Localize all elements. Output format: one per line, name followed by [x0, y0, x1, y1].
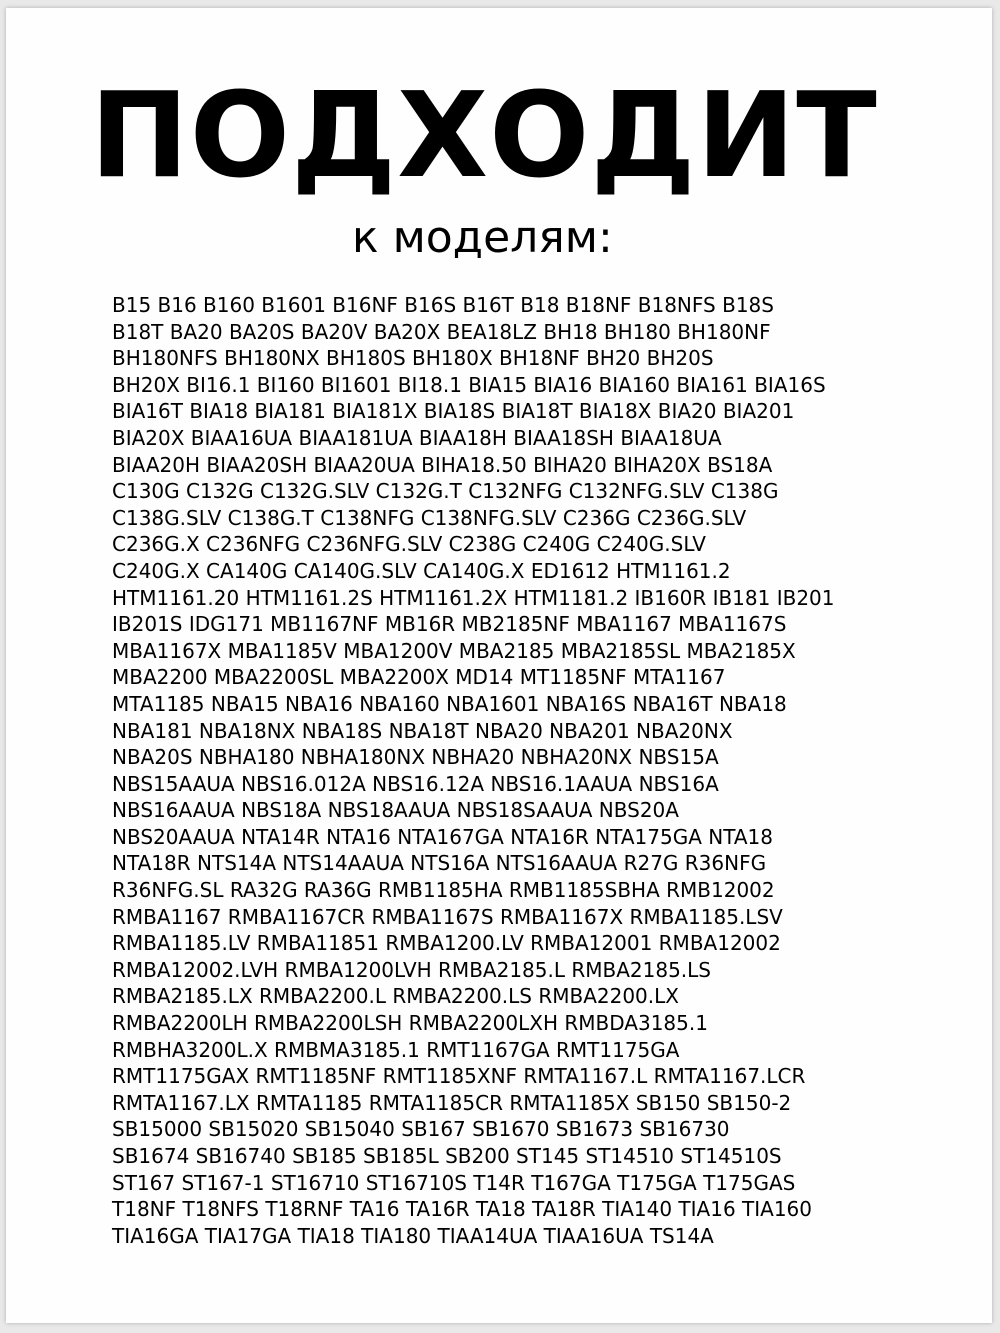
model-list-line: SB15000 SB15020 SB15040 SB167 SB1670 SB1673 SB16730 — [112, 1117, 730, 1142]
model-list-line: RMBA12002.LVH RMBA1200LVH RMBA2185.L RMBA2185.LS — [112, 957, 711, 982]
model-list-line: BH20X BI16.1 BI160 BI1601 BI18.1 BIA15 BIA16 BIA160 BIA161 BIA16S — [112, 372, 826, 397]
model-list-line: NTA18R NTS14A NTS14AAUA NTS16A NTS16AAUA R27G R36NFG — [112, 851, 767, 876]
model-list-line: BIAA20H BIAA20SH BIAA20UA BIHA18.50 BIHA20 BIHA20X BS18A — [112, 452, 773, 477]
model-list-line: B15 B16 B160 B1601 B16NF B16S B16T B18 B18NF B18NFS B18S — [112, 293, 774, 317]
page-subtitle: к моделям: — [352, 212, 613, 263]
model-list-line: NBS16AAUA NBS18A NBS18AAUA NBS18SAAUA NBS20A — [112, 798, 679, 823]
model-list-line: BH180NFS BH180NX BH180S BH180X BH18NF BH20 BH20S — [112, 346, 714, 371]
model-list-line: RMBA2185.LX RMBA2200.L RMBA2200.LS RMBA2200.LX — [112, 984, 679, 1009]
model-list-line: NBS15AAUA NBS16.012A NBS16.12A NBS16.1AAUA NBS16A — [112, 771, 719, 796]
model-list-line: NBA20S NBHA180 NBHA180NX NBHA20 NBHA20NX NBS15A — [112, 745, 719, 770]
model-list-line: TIA16GA TIA17GA TIA18 TIA180 TIAA14UA TIAA16UA TS14A — [112, 1223, 714, 1248]
model-list-line: C130G C132G C132G.SLV C132G.T C132NFG C132NFG.SLV C138G — [112, 479, 779, 504]
page-title: ПОДХОДИТ — [90, 66, 878, 204]
model-list-line: MTA1185 NBA15 NBA16 NBA160 NBA1601 NBA16S NBA16T NBA18 — [112, 691, 787, 716]
model-list-line: SB1674 SB16740 SB185 SB185L SB200 ST145 ST14510 ST14510S — [112, 1144, 782, 1168]
model-list-line: C236G.X C236NFG C236NFG.SLV C238G C240G C240G.SLV — [112, 532, 706, 557]
model-list-line: BIA16T BIA18 BIA181 BIA181X BIA18S BIA18T BIA18X BIA20 BIA201 — [112, 399, 795, 424]
model-list-line: RMT1175GAX RMT1185NF RMT1185XNF RMTA1167.L RMTA1167.LCR — [112, 1064, 806, 1089]
model-list-line: NBS20AAUA NTA14R NTA16 NTA167GA NTA16R NTA175GA NTA18 — [112, 824, 773, 849]
model-list — [112, 292, 912, 1249]
model-list-line: T18NF T18NFS T18RNF TA16 TA16R TA18 TA18R TIA140 TIA16 TIA160 — [112, 1197, 813, 1222]
model-list-line: ST167 ST167-1 ST16710 ST16710S T14R T167GA T175GA T175GAS — [112, 1170, 796, 1195]
model-list-line: RMBA1185.LV RMBA11851 RMBA1200.LV RMBA12001 RMBA12002 — [112, 931, 781, 956]
model-list-line: C138G.SLV C138G.T C138NFG C138NFG.SLV C236G C236G.SLV — [112, 505, 747, 530]
document-sheet — [6, 8, 992, 1323]
model-list-line: R36NFG.SL RA32G RA36G RMB1185HA RMB1185SBHA RMB12002 — [112, 878, 775, 903]
model-list-line: RMBA2200LH RMBA2200LSH RMBA2200LXH RMBDA3185.1 — [112, 1011, 708, 1036]
model-list-line: MBA1167X MBA1185V MBA1200V MBA2185 MBA2185SL MBA2185X — [112, 638, 796, 663]
model-list-line: RMBHA3200L.X RMBMA3185.1 RMT1167GA RMT1175GA — [112, 1037, 680, 1062]
model-list-line: HTM1161.20 HTM1161.2S HTM1161.2X HTM1181.2 IB160R IB181 IB201 — [112, 585, 835, 610]
model-list-line: RMTA1167.LX RMTA1185 RMTA1185CR RMTA1185X SB150 SB150-2 — [112, 1090, 792, 1115]
model-list-line: B18T BA20 BA20S BA20V BA20X BEA18LZ BH18 BH180 BH180NF — [112, 319, 771, 344]
model-list-line: BIA20X BIAA16UA BIAA181UA BIAA18H BIAA18SH BIAA18UA — [112, 425, 722, 450]
model-list-line: C240G.X CA140G CA140G.SLV CA140G.X ED1612 HTM1161.2 — [112, 558, 731, 583]
model-list-line: IB201S IDG171 MB1167NF MB16R MB2185NF MBA1167 MBA1167S — [112, 612, 787, 637]
model-list-line: RMBA1167 RMBA1167CR RMBA1167S RMBA1167X RMBA1185.LSV — [112, 904, 783, 929]
model-list-line: MBA2200 MBA2200SL MBA2200X MD14 MT1185NF MTA1167 — [112, 665, 726, 690]
model-list-line: NBA181 NBA18NX NBA18S NBA18T NBA20 NBA201 NBA20NX — [112, 718, 733, 743]
